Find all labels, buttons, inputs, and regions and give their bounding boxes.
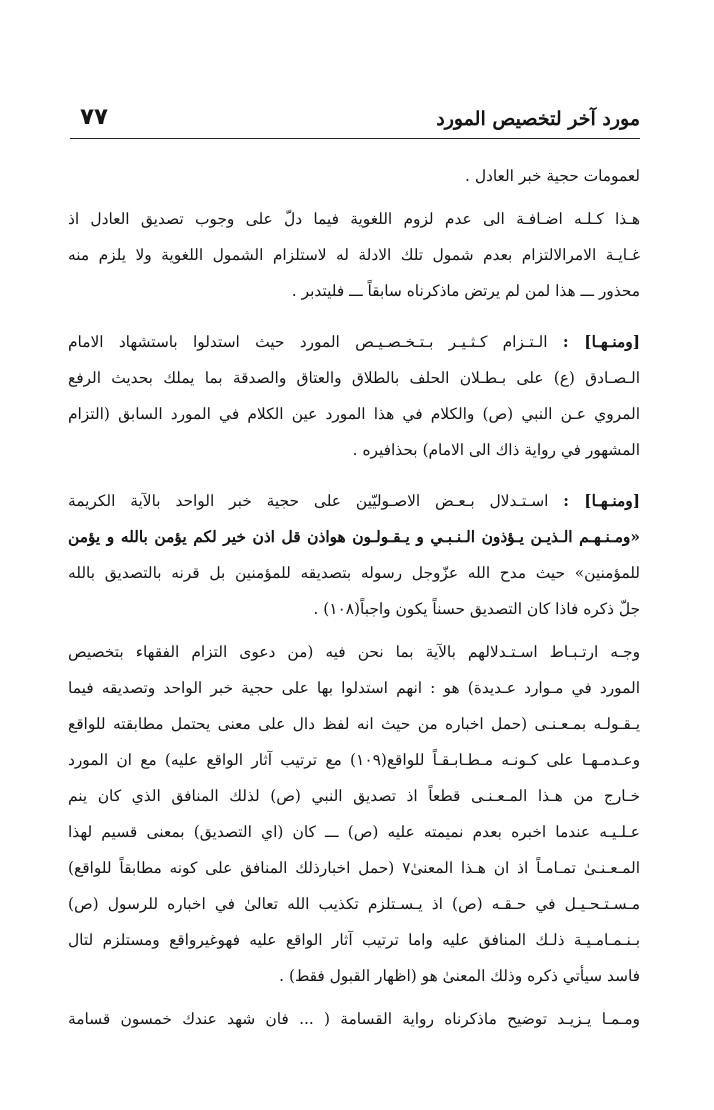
paragraph-2: [68, 201, 640, 309]
text-line: مـسـتـحـيـل في حـقـه (ص) اذ يـسـتلزم تكذيب الله تعالىٰ في اخباره للرسول (ص): [68, 895, 640, 913]
text-line: [68, 483, 640, 519]
page-number: ٧٧: [80, 104, 109, 130]
text-line: ومـمـا يـزيـد توضيح ماذكرناه رواية القسامة ( ... فان شهد عندك خمسون قسامة: [68, 1010, 640, 1028]
text-line: المشهور في رواية ذاك الى الامام) بحذافيره .: [352, 441, 640, 459]
text-line: المورد في مـوارد عـديدة) هو : انهم استدلوا بها على حجية خبر الواحد وتصديقه فيما: [68, 679, 640, 697]
text-line: المروي عـن النبي (ص) والكلام في هذا المورد عين الكلام في المورد السابق (التزام: [68, 405, 640, 423]
text-line: لعمومات حجية خبر العادل .: [465, 167, 640, 185]
text-fragment: الـتـزام كـثـيـر بـتـخـصـيـص المورد حيث استدلوا باستشهاد الامام: [68, 333, 548, 351]
text-line: [68, 324, 640, 360]
text-line: يـقـولـه بمـعـنـى (حمل اخباره من حيث انه لفظ دال على معنى يحتمل مطابقته للواقع: [68, 715, 640, 733]
page-header: [70, 98, 640, 139]
paragraph-3: [68, 324, 640, 468]
text-fragment: اسـتـدلال بـعـض الاصـوليّين على حجية خبر الواحد بالآية الكريمة: [68, 492, 549, 510]
text-line: للمؤمنين» حيث مدح الله عزّوجل رسوله بتصديقه للمؤمنين بل قرنه بالتصديق بالله: [68, 564, 640, 582]
text-line: خـارج من هـذا المـعـنـى قطعاً اذ تصديق النبي (ص) لذلك المنافق الذي كان ينم: [68, 787, 640, 805]
text-line: محذور ـــ هذا لمن لم يرتض ماذكرناه سابقاً ـــ فليتدبر .: [291, 282, 640, 300]
text-line: جلّ ذكره فاذا كان التصديق حسناً يكون واجباً(١٠٨) .: [313, 600, 640, 618]
text-line: بـنـمـامـيـة ذلـك المنافق عليه واما ترتيب آثار الواقع عليه فهوغيرواقع ومستلزم لتال: [68, 931, 640, 949]
quran-verse-line: «ومـنـهـم الـذيـن يـؤذون الـنـبـي و يـقـولـون هواذن قل اذن خير لكم يؤمن بالله و يؤمن: [68, 528, 640, 546]
text-line: المـعـنـىٰ تمـامـاً اذ ان هـذا المعنىٰ٧ (حمل اخبارذلك المنافق على كونه مطابقاً للواقع): [68, 859, 640, 877]
section-marker: [ومنـهـا] :: [562, 333, 640, 351]
text-line: غـايـة الامرالالتزام بعدم شمول تلك الادلة له لاستلزام الشمول اللغوية ولا يلزم منه: [68, 246, 640, 264]
body-text: [68, 158, 640, 1044]
paragraph-5: [68, 634, 640, 994]
paragraph-4: [68, 483, 640, 627]
text-line: وعـدمـهـا على كـونـه مـطـابـقـاً للواقع(١٠٩) مع ترتيب آثار الواقع عليه) مع ان المورد: [68, 751, 640, 769]
paragraph-6: [68, 1001, 640, 1037]
text-line: هـذا كـلـه اضـافـة الى عدم لزوم اللغوية فيما دلّ على وجوب تصديق العادل اذ: [68, 210, 640, 228]
running-title: مورد آخر لتخصيص المورد: [436, 108, 640, 130]
text-line: فاسد سيأتي ذكره وذلك المعنىٰ هو (اظهار القبول فقط) .: [279, 967, 640, 985]
text-line: الـصـادق (ع) على بـطـلان الحلف بالطلاق والعتاق والصدقة بما يملك بحديث الرفع: [68, 369, 640, 387]
text-line: وجـه ارتـبـاط اسـتـدلالهم بالآية بما نحن فيه (من دعوى التزام الفقهاء بتخصيص: [68, 643, 640, 661]
section-marker: [ومنـهـا] :: [563, 492, 640, 510]
paragraph-1: [68, 158, 640, 194]
text-line: عـلـيـه عندما اخبره بعدم نميمته عليه (ص) ـــ كان (اي التصديق) بمعنى قسيم لهذا: [68, 823, 640, 841]
